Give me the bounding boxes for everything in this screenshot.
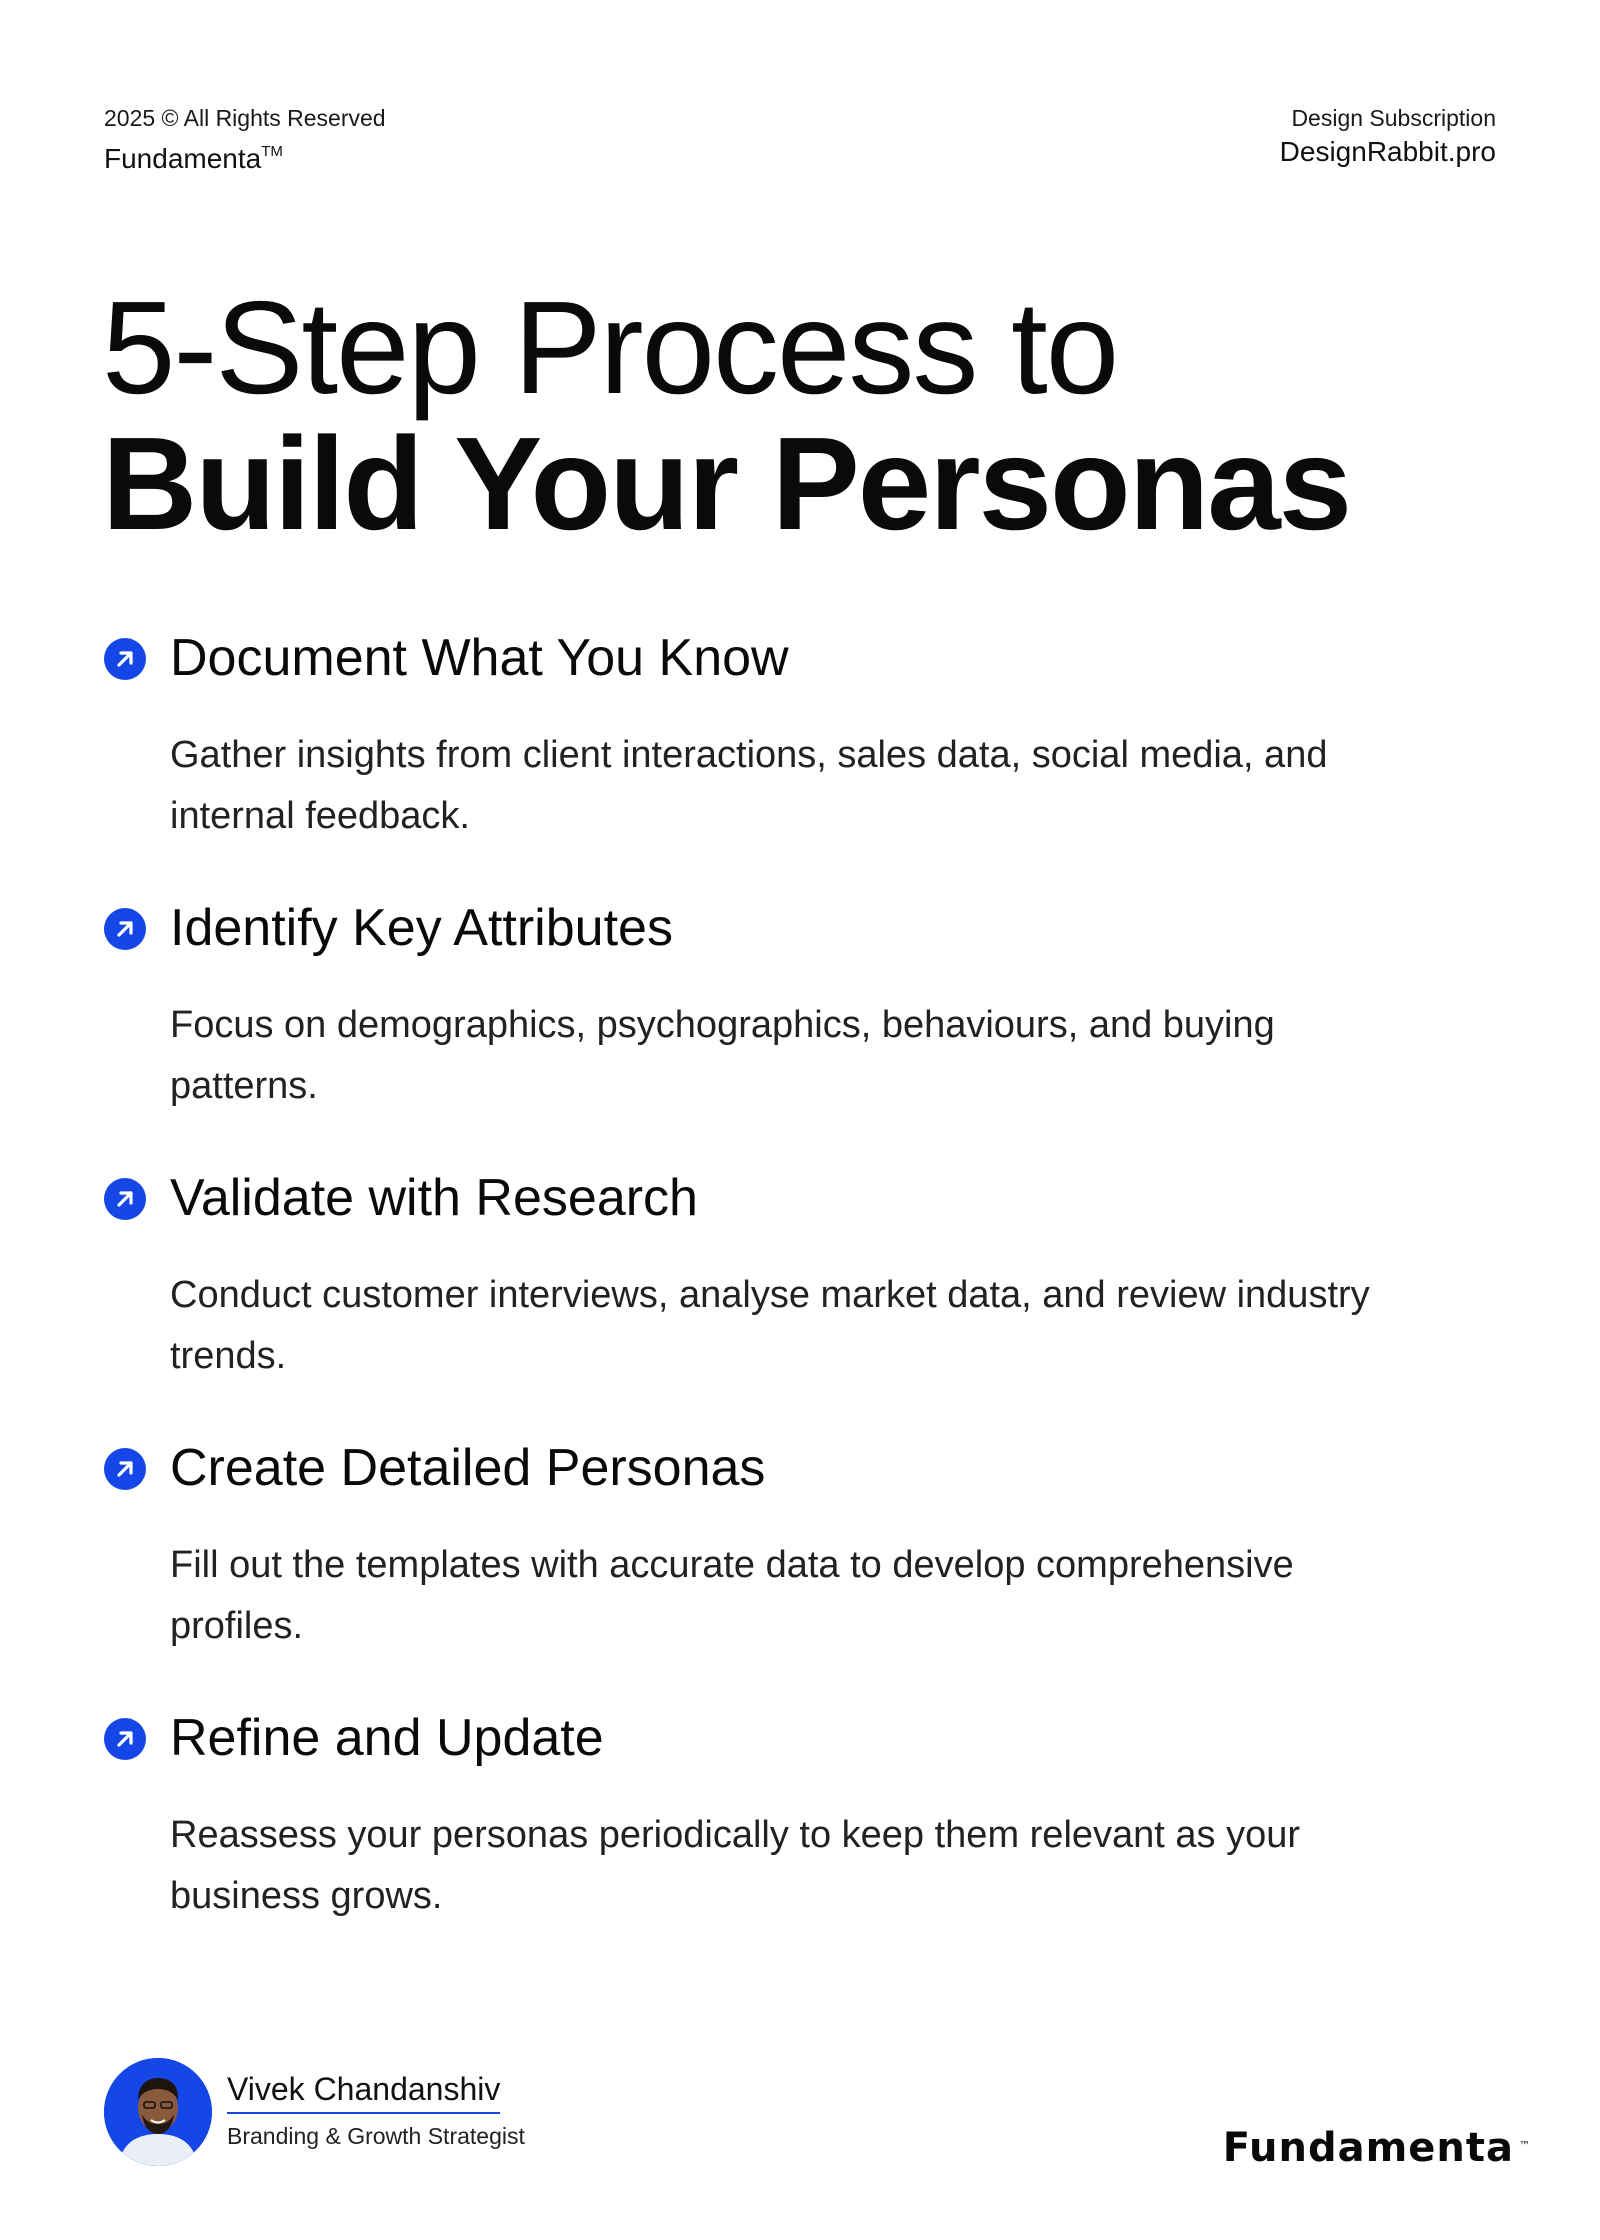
step-title: Create Detailed Personas (170, 1439, 766, 1497)
fundamenta-logo (1222, 2125, 1530, 2171)
copyright-text: 2025 © All Rights Reserved (104, 105, 386, 131)
step-description: Reassess your personas periodically to keep them relevant as your business grows. (170, 1814, 1301, 1917)
logo-text: Fundamenta (1222, 2125, 1514, 2171)
header-brand-name: Fundamenta (104, 143, 262, 174)
step-item (104, 1705, 1404, 1975)
logo-trademark: ™ (1519, 2139, 1530, 2152)
step-title: Validate with Research (170, 1169, 698, 1227)
step-item (104, 895, 1404, 1165)
arrow-up-right-circle-icon (104, 1448, 146, 1490)
author-role: Branding & Growth Strategist (227, 2123, 525, 2149)
arrow-up-right-circle-icon (104, 638, 146, 680)
step-description: Fill out the templates with accurate data to develop comprehensive profiles. (170, 1544, 1294, 1647)
header-left (104, 103, 386, 178)
step-item (104, 1435, 1404, 1705)
step-title: Document What You Know (170, 629, 789, 687)
subscription-label: Design Subscription (1291, 105, 1496, 131)
arrow-up-right-circle-icon (104, 908, 146, 950)
page-title-line-1: 5-Step Process to (102, 274, 1118, 421)
step-title: Refine and Update (170, 1709, 604, 1767)
step-description: Conduct customer interviews, analyse market data, and review industry trends. (170, 1274, 1370, 1377)
step-description: Focus on demographics, psychographics, behaviours, and buying patterns. (170, 1004, 1275, 1107)
header-brand (104, 133, 386, 178)
header-right (1280, 103, 1496, 171)
arrow-up-right-circle-icon (104, 1718, 146, 1760)
avatar (104, 2058, 212, 2166)
subscription-site-link[interactable]: DesignRabbit.pro (1279, 136, 1496, 167)
step-item (104, 1165, 1404, 1435)
steps-list (104, 625, 1404, 1975)
header-brand-mark: TM (261, 143, 283, 160)
step-item (104, 625, 1404, 895)
step-description: Gather insights from client interactions, sales data, social media, and internal feedback. (170, 734, 1328, 837)
arrow-up-right-circle-icon (104, 1178, 146, 1220)
page-title-line-2: Build Your Personas (102, 410, 1351, 557)
author-name: Vivek Chandanshiv (227, 2070, 500, 2114)
step-title: Identify Key Attributes (170, 899, 673, 957)
page-title (102, 274, 1351, 557)
